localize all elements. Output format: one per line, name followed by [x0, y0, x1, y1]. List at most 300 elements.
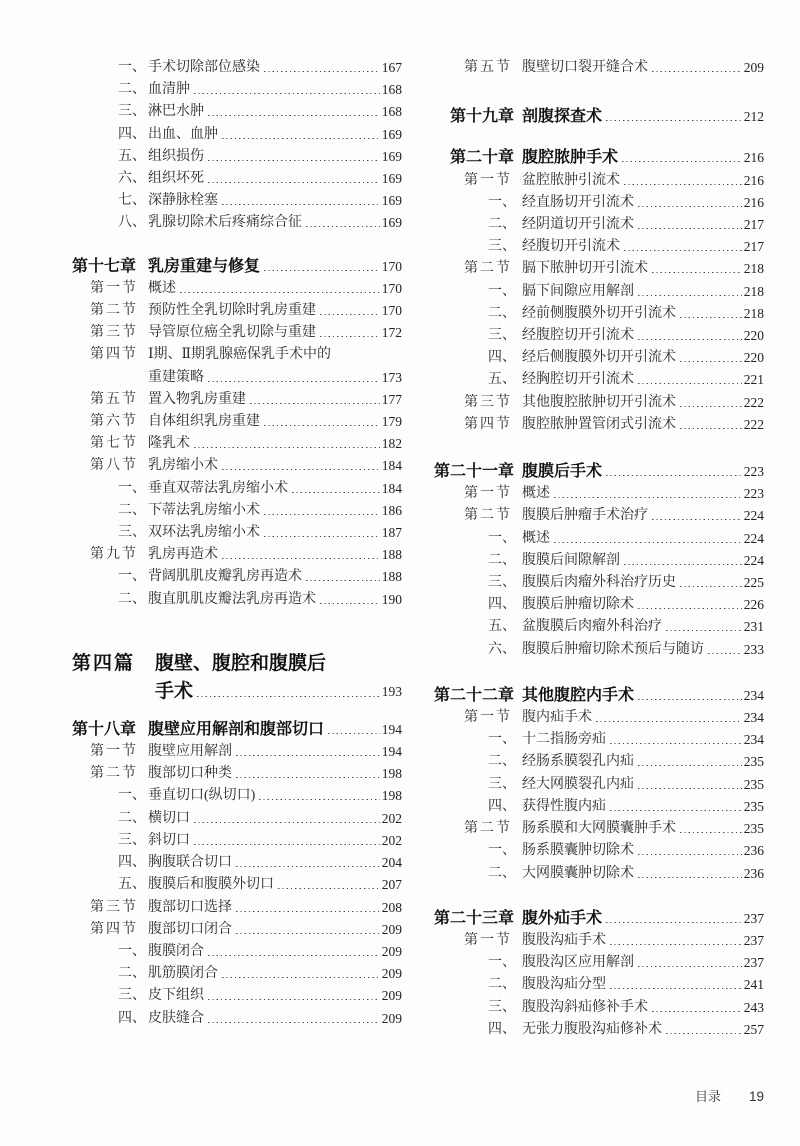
dot-leader	[264, 256, 380, 278]
entry-page-number: 218	[743, 283, 764, 299]
dot-leader	[680, 392, 742, 414]
entry-label: 四、	[488, 597, 516, 613]
entry-page-number: 169	[381, 126, 402, 142]
entry-page-number: 209	[381, 921, 402, 937]
dot-leader	[236, 919, 380, 941]
entry-label: 二、	[488, 865, 516, 881]
entry-title: 血清肿	[148, 82, 190, 98]
entry-page-number: 202	[381, 832, 402, 848]
toc-item-row	[72, 168, 402, 190]
entry-label: 三、	[488, 999, 516, 1015]
entry-page-number: 237	[743, 955, 764, 971]
entry-label: 第二十章	[449, 149, 514, 167]
entry-label: 第二十三章	[434, 909, 515, 927]
entry-label: 二、	[118, 966, 146, 982]
entry-title: 概述	[522, 530, 550, 546]
entry-page-number: 237	[743, 932, 764, 948]
entry-page-number: 188	[381, 547, 402, 563]
dot-leader	[624, 550, 742, 572]
entry-label: 三、	[488, 776, 516, 792]
entry-title: 腹外疝手术	[522, 909, 603, 927]
entry-title: 其他腹腔内手术	[522, 686, 635, 704]
entry-title: 经大网膜裂孔内疝	[522, 776, 634, 792]
toc-item-row	[72, 566, 402, 588]
entry-label: 四、	[118, 855, 146, 871]
toc-chapter-row	[434, 106, 764, 128]
toc-section-row	[434, 818, 764, 840]
dot-leader	[610, 796, 742, 818]
entry-title: 腹膜后手术	[522, 463, 603, 481]
entry-label: 二、	[488, 754, 516, 770]
entry-label: 四、	[488, 1021, 516, 1037]
entry-page-number: 237	[743, 910, 764, 926]
dot-leader	[222, 544, 380, 566]
entry-title: 剖腹探查术	[522, 108, 603, 126]
entry-label: 三、	[118, 104, 146, 120]
toc-block	[434, 147, 764, 436]
dot-leader	[652, 505, 742, 527]
entry-page-number: 209	[381, 966, 402, 982]
entry-page-number: 167	[381, 60, 402, 75]
entry-title: 经后侧腹膜外切开引流术	[522, 350, 676, 366]
entry-page-number: 204	[381, 855, 402, 871]
entry-page-number: 212	[743, 109, 764, 125]
entry-page-number: 168	[381, 104, 402, 120]
toc-section-row	[434, 930, 764, 952]
toc-item-row	[72, 212, 402, 234]
entry-title: 经胸腔切开引流术	[522, 372, 634, 388]
toc-item-row	[434, 863, 764, 885]
entry-title: 导管原位癌全乳切除与重建	[148, 325, 316, 341]
dot-leader	[622, 147, 742, 169]
dot-leader	[194, 433, 380, 455]
entry-title: 置入物乳房重建	[148, 391, 246, 407]
dot-leader	[624, 170, 742, 192]
entry-title: 经阴道切开引流术	[522, 217, 634, 233]
entry-title: 腹膜后和腹膜外切口	[148, 877, 274, 893]
entry-title: 乳房再造术	[148, 547, 218, 563]
entry-page-number: 198	[381, 788, 402, 804]
toc-item-row	[434, 840, 764, 862]
toc-block	[434, 461, 764, 661]
toc-section-row	[434, 414, 764, 436]
entry-title: 十二指肠旁疝	[522, 732, 606, 748]
entry-title: 无张力腹股沟疝修补术	[522, 1021, 662, 1037]
entry-label: 六、	[118, 171, 146, 187]
entry-page-number: 234	[743, 687, 764, 703]
footer-section-label: 目录	[694, 1089, 721, 1104]
entry-title: 腹壁应用解剖和腹部切口	[148, 720, 325, 738]
entry-title: 双环法乳房缩小术	[148, 525, 260, 541]
toc-block	[434, 685, 764, 885]
dot-leader	[610, 729, 742, 751]
dot-leader	[638, 774, 742, 796]
dot-leader	[708, 639, 742, 661]
entry-label: 五、	[118, 148, 146, 164]
entry-title: 盆腹膜后肉瘤外科治疗	[522, 619, 662, 635]
toc-part-row	[72, 650, 402, 678]
toc-block	[72, 57, 402, 235]
entry-page-number: 169	[381, 215, 402, 231]
entry-page-number: 187	[381, 525, 402, 541]
entry-page-number: 207	[381, 877, 402, 893]
entry-page-number: 235	[743, 776, 764, 792]
dot-leader	[320, 300, 380, 322]
entry-label: 第八节	[90, 458, 138, 474]
entry-page-number: 194	[381, 744, 402, 760]
entry-label: 第二节	[464, 261, 512, 277]
entry-page-number: 194	[381, 721, 402, 737]
dot-leader	[250, 389, 380, 411]
entry-page-number: 169	[381, 193, 402, 209]
entry-page-number: 224	[743, 530, 764, 546]
dot-leader	[596, 707, 742, 729]
dot-leader	[236, 852, 380, 874]
entry-label: 四、	[118, 126, 146, 142]
entry-label: 第四节	[90, 921, 138, 937]
entry-label: 二、	[118, 591, 146, 607]
dot-leader	[222, 124, 380, 146]
entry-page-number: 231	[743, 619, 764, 635]
entry-label: 第五节	[90, 391, 138, 407]
entry-page-number: 184	[381, 458, 402, 474]
entry-title: 淋巴水肿	[148, 104, 204, 120]
toc-section-row	[72, 411, 402, 433]
toc-section-row	[434, 483, 764, 505]
toc-chapter-row	[434, 685, 764, 707]
toc-item-row	[434, 1019, 764, 1041]
entry-title: 肌筋膜闭合	[148, 966, 218, 982]
entry-page-number: 193	[381, 683, 402, 699]
entry-page-number: 170	[381, 303, 402, 319]
entry-title: 腹直肌肌皮瓣法乳房再造术	[148, 591, 316, 607]
entry-page-number: 221	[743, 372, 764, 388]
toc-chapter-row	[72, 719, 402, 741]
dot-leader	[194, 830, 380, 852]
entry-title: 腹股沟疝手术	[522, 932, 606, 948]
dot-leader	[328, 719, 380, 741]
toc-section-row	[72, 544, 402, 566]
entry-title: 隆乳术	[148, 436, 190, 452]
entry-page-number: 170	[381, 258, 402, 274]
entry-label: 第十八章	[72, 720, 137, 738]
entry-page-number: 224	[743, 552, 764, 568]
entry-page-number: 209	[381, 943, 402, 959]
toc-block	[72, 256, 402, 611]
entry-title: 斜切口	[148, 832, 190, 848]
dot-leader	[610, 974, 742, 996]
entry-title: 腹部切口种类	[148, 766, 232, 782]
entry-title: 皮肤缝合	[148, 1010, 204, 1026]
entry-page-number: 235	[743, 754, 764, 770]
toc-block	[434, 106, 764, 128]
toc-item-row	[72, 985, 402, 1007]
entry-label: 第三节	[464, 394, 512, 410]
entry-title: 腹股沟疝分型	[522, 977, 606, 993]
entry-page-number: 234	[743, 710, 764, 726]
dot-leader	[666, 1019, 742, 1041]
dot-leader	[264, 500, 380, 522]
toc-item-row	[434, 550, 764, 572]
toc-item-row	[72, 808, 402, 830]
entry-page-number: 234	[743, 732, 764, 748]
entry-label: 一、	[118, 788, 146, 804]
entry-title: 腹膜闭合	[148, 943, 204, 959]
entry-label: 二、	[488, 552, 516, 568]
dot-leader	[638, 325, 742, 347]
toc-item-row	[72, 190, 402, 212]
entry-page-number: 216	[743, 172, 764, 188]
dot-leader	[292, 478, 380, 500]
dot-leader	[264, 57, 380, 79]
entry-title: 自体组织乳房重建	[148, 414, 260, 430]
entry-title: 腹壁应用解剖	[148, 744, 232, 760]
entry-title: 腹部切口选择	[148, 899, 232, 915]
toc-item-row	[72, 79, 402, 101]
toc-block	[72, 650, 402, 706]
dot-leader	[208, 941, 380, 963]
entry-label: 一、	[488, 843, 516, 859]
entry-page-number: 182	[381, 436, 402, 452]
entry-page-number: 188	[381, 569, 402, 585]
entry-title: 腹膜后肿瘤手术治疗	[522, 508, 648, 524]
entry-page-number: 236	[743, 865, 764, 881]
dot-leader	[222, 455, 380, 477]
entry-page-number: 170	[381, 280, 402, 296]
entry-page-number: 173	[381, 369, 402, 385]
toc-section-row	[72, 741, 402, 763]
toc-item-row	[72, 478, 402, 500]
dot-leader	[208, 367, 380, 389]
toc-item-row	[72, 941, 402, 963]
entry-page-number: 216	[743, 194, 764, 210]
entry-title: 腹部切口闭合	[148, 921, 232, 937]
dot-leader	[222, 190, 380, 212]
toc-column-right	[434, 57, 764, 1041]
entry-title: 手术	[155, 680, 194, 702]
dot-leader	[638, 685, 742, 707]
entry-page-number: 222	[743, 394, 764, 410]
entry-title: 腹腔脓肿置管闭式引流术	[522, 416, 676, 432]
entry-title: 重建策略	[148, 369, 204, 385]
dot-leader	[194, 808, 380, 830]
entry-label: 二、	[118, 810, 146, 826]
entry-page-number: 177	[381, 391, 402, 407]
entry-page-number: 202	[381, 810, 402, 826]
entry-page-number: 223	[743, 486, 764, 502]
dot-leader	[652, 57, 742, 79]
dot-leader	[320, 322, 380, 344]
dot-leader	[652, 258, 742, 280]
dot-leader	[680, 572, 742, 594]
toc-item-row	[434, 639, 764, 661]
toc-item-row	[434, 347, 764, 369]
entry-label: 第一节	[464, 932, 512, 948]
toc-section-row	[72, 389, 402, 411]
dot-leader	[652, 997, 742, 1019]
entry-title: 下蒂法乳房缩小术	[148, 502, 260, 518]
entry-label: 第一节	[464, 172, 512, 188]
toc-section-row	[72, 919, 402, 941]
toc-item-row	[72, 589, 402, 611]
entry-title: 其他腹腔脓肿切开引流术	[522, 394, 676, 410]
toc-section-row	[72, 344, 402, 366]
dot-leader	[320, 589, 380, 611]
entry-title: 概述	[148, 280, 176, 296]
toc-item-row	[434, 997, 764, 1019]
dot-leader	[264, 411, 380, 433]
toc-item-row	[72, 124, 402, 146]
entry-label: 三、	[118, 525, 146, 541]
toc-item-row	[72, 522, 402, 544]
dot-leader	[610, 930, 742, 952]
toc-item-row	[434, 325, 764, 347]
entry-label: 第二节	[464, 508, 512, 524]
toc-item-row	[72, 57, 402, 79]
entry-title: 组织损伤	[148, 148, 204, 164]
toc-block	[72, 719, 402, 1030]
entry-title: 盆腔脓肿引流术	[522, 172, 620, 188]
toc-block	[434, 57, 764, 79]
entry-label: 一、	[488, 530, 516, 546]
toc-section-row	[434, 392, 764, 414]
toc-section-row	[72, 433, 402, 455]
entry-page-number: 220	[743, 328, 764, 344]
dot-leader	[306, 212, 380, 234]
toc-section-row	[434, 258, 764, 280]
entry-label: 七、	[118, 193, 146, 209]
dot-leader	[236, 897, 380, 919]
dot-leader	[680, 818, 742, 840]
entry-page-number: 169	[381, 148, 402, 164]
dot-leader	[638, 214, 742, 236]
entry-label: 第一节	[464, 710, 512, 726]
dot-leader	[638, 863, 742, 885]
toc-item-row	[434, 952, 764, 974]
entry-title: 腹膜后肉瘤外科治疗历史	[522, 575, 676, 591]
dot-leader	[259, 785, 379, 807]
dot-leader	[680, 414, 742, 436]
entry-page-number: 172	[381, 325, 402, 341]
entry-label: 二、	[488, 217, 516, 233]
dot-leader	[680, 303, 742, 325]
entry-label: 五、	[488, 372, 516, 388]
entry-label: 第四节	[90, 347, 138, 363]
entry-label: 第三节	[90, 325, 138, 341]
dot-leader	[208, 168, 380, 190]
entry-page-number: 224	[743, 508, 764, 524]
entry-page-number: 190	[381, 591, 402, 607]
entry-label: 二、	[118, 82, 146, 98]
entry-label: 第五节	[464, 60, 512, 75]
entry-page-number: 243	[743, 999, 764, 1015]
entry-title: 胸腹联合切口	[148, 855, 232, 871]
dot-leader	[638, 369, 742, 391]
entry-title: 膈下脓肿切开引流术	[522, 261, 648, 277]
entry-label: 三、	[118, 988, 146, 1004]
toc-item-row	[434, 751, 764, 773]
entry-label: 四、	[488, 798, 516, 814]
entry-title: 经腹腔切开引流术	[522, 328, 634, 344]
dot-leader	[236, 741, 380, 763]
entry-title: 腹壁切口裂开缝合术	[522, 60, 648, 75]
dot-leader	[208, 101, 380, 123]
entry-page-number: 208	[381, 899, 402, 915]
dot-leader	[208, 985, 380, 1007]
entry-title: 出血、血肿	[148, 126, 218, 142]
entry-title: 获得性腹内疝	[522, 798, 606, 814]
entry-label: 第四篇	[72, 652, 136, 674]
toc-block	[434, 908, 764, 1041]
dot-leader	[606, 908, 742, 930]
dot-leader	[236, 763, 380, 785]
entry-label: 第三节	[90, 899, 138, 915]
entry-page-number: 209	[381, 988, 402, 1004]
entry-page-number: 257	[743, 1021, 764, 1037]
entry-label: 三、	[488, 328, 516, 344]
entry-page-number: 222	[743, 416, 764, 432]
toc-item-row	[434, 369, 764, 391]
footer-page-number: 19	[748, 1089, 764, 1104]
entry-page-number: 169	[381, 171, 402, 187]
toc-item-row	[72, 852, 402, 874]
dot-leader	[197, 678, 380, 706]
dot-leader	[264, 522, 380, 544]
toc-item-row	[72, 874, 402, 896]
dot-leader	[638, 840, 742, 862]
entry-label: 第一节	[90, 744, 138, 760]
toc-item-row	[434, 974, 764, 996]
entry-label: 二、	[488, 977, 516, 993]
entry-page-number: 179	[381, 414, 402, 430]
entry-label: 一、	[488, 194, 516, 210]
entry-title: 腹股沟斜疝修补手术	[522, 999, 648, 1015]
toc-section-row	[434, 505, 764, 527]
entry-page-number: 223	[743, 464, 764, 480]
entry-title: 经肠系膜裂孔内疝	[522, 754, 634, 770]
toc-section-row	[72, 897, 402, 919]
entry-label: 五、	[488, 619, 516, 635]
entry-label: 六、	[488, 641, 516, 657]
dot-leader	[306, 566, 380, 588]
toc-section-row	[434, 170, 764, 192]
entry-title: 深静脉栓塞	[148, 193, 218, 209]
dot-leader	[638, 594, 742, 616]
entry-title: 预防性全乳切除时乳房重建	[148, 303, 316, 319]
entry-label: 第十九章	[449, 108, 514, 126]
dot-leader	[278, 874, 380, 896]
entry-page-number: 233	[743, 641, 764, 657]
toc-item-row	[72, 101, 402, 123]
toc-item-row	[434, 528, 764, 550]
toc-item-row	[434, 594, 764, 616]
entry-title: 乳房缩小术	[148, 458, 218, 474]
entry-page-number: 217	[743, 239, 764, 255]
toc-item-row	[434, 281, 764, 303]
dot-leader	[638, 952, 742, 974]
entry-page-number: 184	[381, 480, 402, 496]
entry-page-number: 225	[743, 575, 764, 591]
entry-title: 垂直双蒂法乳房缩小术	[148, 480, 288, 496]
toc-item-row	[434, 774, 764, 796]
entry-title: 腹壁、腹腔和腹膜后	[155, 652, 327, 674]
entry-page-number: 198	[381, 766, 402, 782]
entry-label: 一、	[118, 943, 146, 959]
dot-leader	[554, 528, 742, 550]
entry-title: 手术切除部位感染	[148, 60, 260, 75]
entry-label: 第七节	[90, 436, 138, 452]
toc-cont-row	[72, 367, 402, 389]
